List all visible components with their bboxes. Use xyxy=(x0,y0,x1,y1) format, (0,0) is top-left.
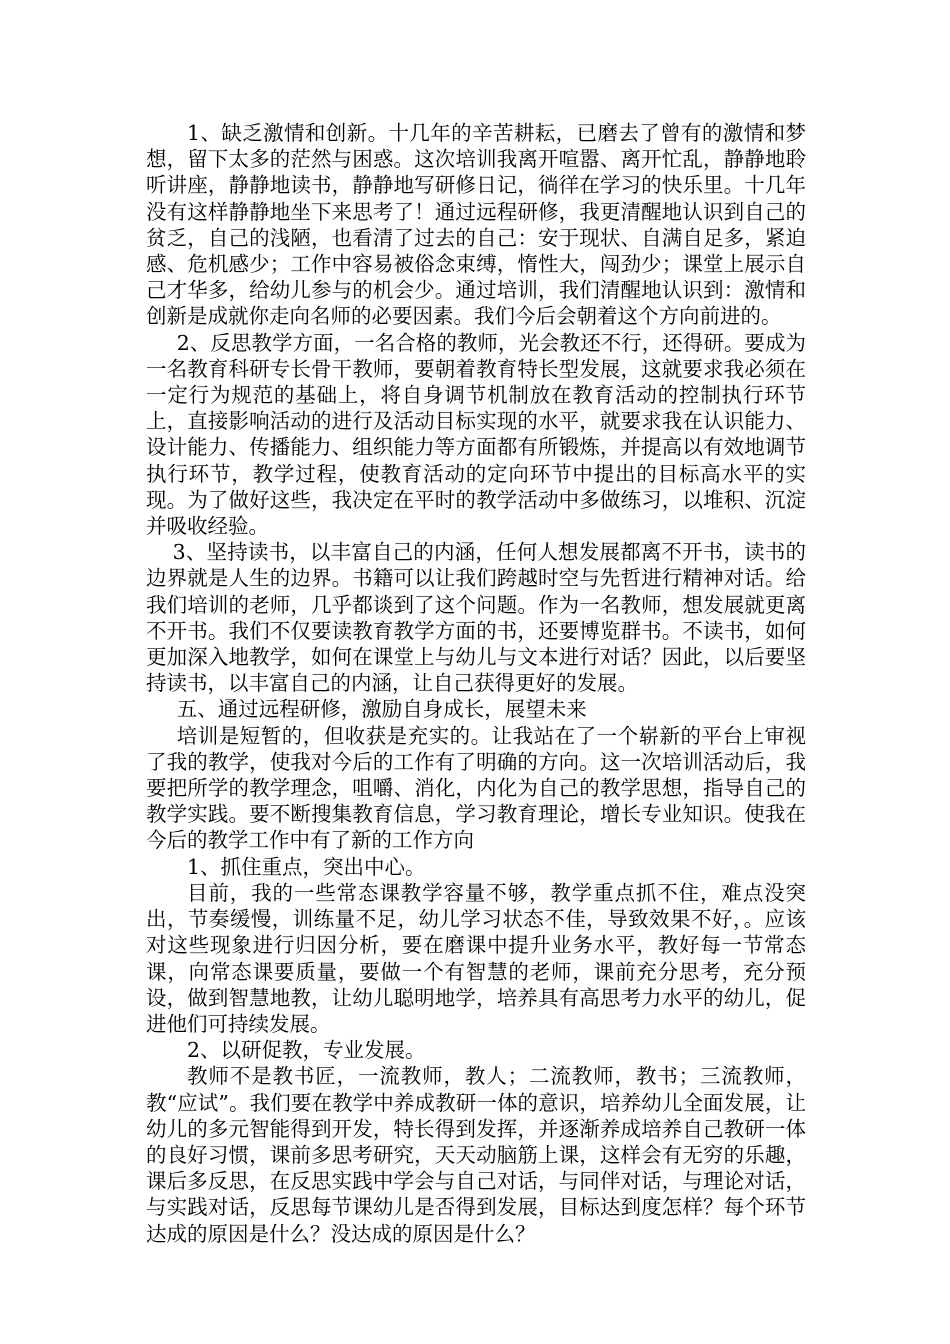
paragraph-teacher-not-craftsman: 教师不是教书匠，一流教师，教人；二流教师，教书；三流教师，教“应试”。我们要在教学中养成教研一体的意识，培养幼儿全面发展，让幼儿的多元智能得到开发，特长得到发挥，并逐渐养成培养自己教研一体的良好习惯，课前多思考研究，天天动脑筋上课，这样会有无穷的乐趣，课后多反思，在反思实践中学会与自己对话，与同伴对话，与理论对话，与实践对话，反思每节课幼儿是否得到发展，目标达到度怎样？每个环节达成的原因是什么？没达成的原因是什么？ xyxy=(146,1064,806,1246)
paragraph-keep-reading: 3、坚持读书，以丰富自己的内涵，任何人想发展都离不开书，读书的边界就是人生的边界。书籍可以让我们跨越时空与先哲进行精神对话。给我们培训的老师，几乎都谈到了这个问题。作为一名教师，想发展就更离不开书。我们不仅要读教育教学方面的书，还要博览群书。不读书，如何更加深入地教学，如何在课堂上与幼儿与文本进行对话？因此，以后要坚持读书，以丰富自己的内涵，让自己获得更好的发展。 xyxy=(146,540,806,696)
section-heading-five: 五、通过远程研修，激励自身成长，展望未来 xyxy=(176,697,587,722)
paragraph-current-situation: 目前，我的一些常态课教学容量不够，教学重点抓不住，难点没突出，节奏缓慢，训练量不足，幼儿学习状态不佳，导致效果不好，。应该对这些现象进行归因分析，要在磨课中提升业务水平，教好每一节常态课，向常态课要质量，要做一个有智慧的老师，课前充分思考，充分预设，做到智慧地教，让幼儿聪明地学，培养具有高思考力水平的幼儿，促进他们可持续发展。 xyxy=(146,880,806,1036)
document-body xyxy=(146,120,806,1247)
paragraph-training-summary: 培训是短暂的，但收获是充实的。让我站在了一个崭新的平台上审视了我的教学，使我对今后的工作有了明确的方向。这一次培训活动后，我要把所学的教学理念，咀嚼、消化，内化为自己的教学思想，指导自己的教学实践。要不断搜集教育信息，学习教育理论，增长专业知识。使我在今后的教学工作中有了新的工作方向 xyxy=(146,723,806,853)
paragraph-lack-passion: 1、缺乏激情和创新。十几年的辛苦耕耘，已磨去了曾有的激情和梦想，留下太多的茫然与困惑。这次培训我离开喧嚣、离开忙乱，静静地聆听讲座，静静地读书，静静地写研修日记，徜徉在学习的快乐里。十几年没有这样静静地坐下来思考了！通过远程研修，我更清醒地认识到自己的贫乏，自己的浅陋，也看清了过去的自己：安于现状、自满自足多，紧迫感、危机感少；工作中容易被俗念束缚，惰性大，闯劲少；课堂上展示自己才华多，给幼儿参与的机会少。通过培训，我们清醒地认识到：激情和创新是成就你走向名师的必要因素。我们今后会朝着这个方向前进的。 xyxy=(146,121,806,329)
subheading-focus-key-points: 1、抓住重点，突出中心。 xyxy=(187,854,426,879)
subheading-research-promotes-teaching: 2、以研促教，专业发展。 xyxy=(187,1038,426,1063)
paragraph-reflect-teaching: 2、反思教学方面，一名合格的教师，光会教还不行，还得研。要成为一名教育科研专长骨干教师，要朝着教育特长型发展，这就要求我必须在一定行为规范的基础上，将自身调节机制放在教育活动的控制执行环节上，直接影响活动的进行及活动目标实现的水平，就要求我在认识能力、设计能力、传播能力、组织能力等方面都有所锻炼，并提高以有效地调节执行环节，教学过程，使教育活动的定向环节中提出的目标高水平的实现。为了做好这些，我决定在平时的教学活动中多做练习，以堆积、沉淀并吸收经验。 xyxy=(146,330,806,539)
